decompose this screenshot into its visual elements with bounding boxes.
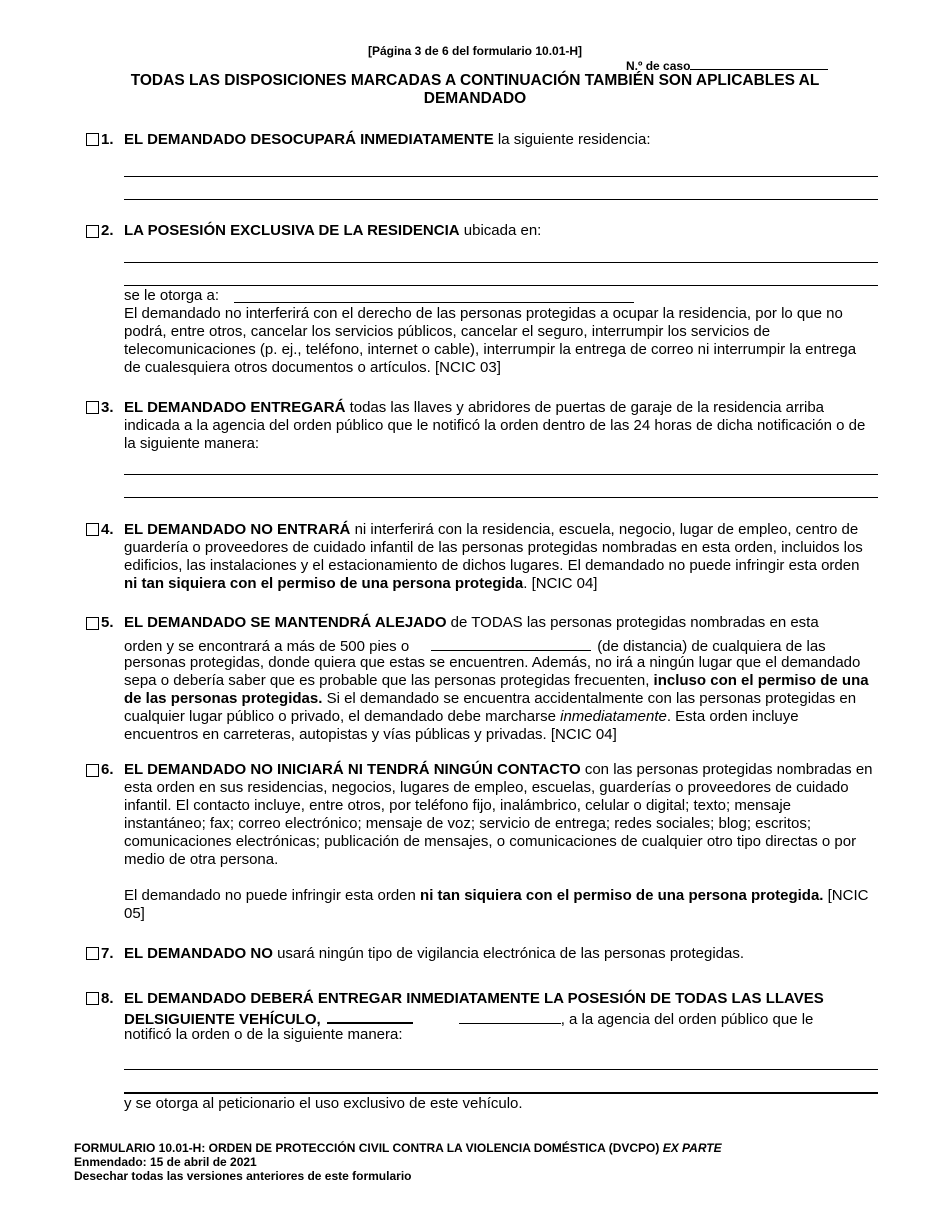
footer-amended-date: Enmendado: 15 de abril de 2021 [74, 1155, 257, 1169]
page-title [110, 72, 840, 108]
footer-title-italic: EX PARTE [662, 1141, 722, 1155]
item-5-body: de TODAS las personas protegidas nombradas en esta [446, 614, 819, 631]
case-number-field[interactable] [690, 58, 828, 70]
item-2-granted-field[interactable] [234, 302, 634, 303]
item-4-body: ni interferirá con la residencia, escuela, negocio, lugar de empleo, centro de guardería o proveedores de cuidado infantil de las personas protegidas nombradas en esta orden, incluidos los edificios, las instalaciones y el estacionamiento de dichos lugares. El demandado no puede infringir esta orden [124, 521, 863, 574]
item-1-blank-line-2[interactable] [124, 199, 878, 200]
item-7-text [124, 945, 876, 963]
item-4-end: . [NCIC 04] [523, 575, 598, 592]
item-8-blank-line-1[interactable] [124, 1069, 878, 1070]
item-6-p2-end: [NCIC 05] [124, 887, 869, 922]
item-2-granted-label: se le otorga a: [124, 287, 220, 304]
item-1-body: la siguiente residencia: [493, 131, 651, 148]
item-8-closing: y se otorga al peticionario el uso exclusivo de este vehículo. [124, 1095, 523, 1112]
item-8-agency-text: , a la agencia del orden público que le [560, 1011, 814, 1028]
item-5-paragraph [124, 654, 876, 744]
footer-title-text: FORMULARIO 10.01-H: ORDEN DE PROTECCIÓN CIVIL CONTRA LA VIOLENCIA DOMÉSTICA (DVCPO) [74, 1141, 663, 1155]
form-footer [74, 1141, 722, 1183]
case-number [626, 58, 828, 73]
item-5-distance-suffix: (de distancia) de cualquiera de las [597, 638, 826, 655]
item-1-heading: EL DEMANDADO DESOCUPARÁ INMEDIATAMENTE [124, 131, 494, 148]
item-6-heading: EL DEMANDADO NO INICIARÁ NI TENDRÁ NINGÚN CONTACTO [124, 761, 581, 778]
item-6-checkbox[interactable] [86, 764, 99, 777]
title-line-2: DEMANDADO [423, 90, 527, 107]
item-7-number: 7. [101, 945, 114, 962]
item-3-body: todas las llaves y abridores de puertas de garaje de la residencia arriba indicada a la agencia del orden público que le notificó la orden dentro de las 24 horas de dicha notificación o de la siguiente manera: [124, 399, 866, 452]
item-3-text [124, 399, 876, 453]
item-6-text [124, 761, 876, 869]
item-8-heading-2: DELSIGUIENTE VEHÍCULO [124, 1011, 317, 1028]
item-4-number: 4. [101, 521, 114, 538]
item-1-number: 1. [101, 131, 114, 148]
item-8-heading-line-1 [124, 990, 876, 1008]
item-3-number: 3. [101, 399, 114, 416]
item-5-body-4: . Esta orden incluye encuentros en carreteras, autopistas y vías públicas y privadas. [NCIC 04] [124, 708, 799, 743]
item-5-heading: EL DEMANDADO SE MANTENDRÁ ALEJADO [124, 614, 447, 631]
item-6-number: 6. [101, 761, 114, 778]
item-5-line-1 [124, 614, 876, 632]
item-5-distance-field[interactable] [431, 636, 591, 651]
item-4-heading: EL DEMANDADO NO ENTRARÁ [124, 521, 351, 538]
item-5-emphasis: incluso con el permiso de una de las personas protegidas. [124, 672, 869, 707]
item-6-paragraph-2 [124, 887, 876, 923]
item-4-checkbox[interactable] [86, 523, 99, 536]
item-2-text [124, 222, 876, 240]
item-6-emphasis: ni tan siquiera con el permiso de una persona protegida. [420, 887, 824, 904]
item-7-checkbox[interactable] [86, 947, 99, 960]
item-8-comma: , [316, 1011, 321, 1028]
item-4-text [124, 521, 876, 593]
item-1-checkbox[interactable] [86, 133, 99, 146]
item-3-heading: EL DEMANDADO ENTREGARÁ [124, 399, 346, 416]
item-8-heading: EL DEMANDADO DEBERÁ ENTREGAR INMEDIATAMENTE LA POSESIÓN DE TODAS LAS LLAVES [124, 990, 824, 1007]
page-number-label: [Página 3 de 6 del formulario 10.01-H] [367, 44, 583, 58]
item-2-body: ubicada en: [459, 222, 542, 239]
item-3-checkbox[interactable] [86, 401, 99, 414]
item-5-number: 5. [101, 614, 114, 631]
item-2-blank-line-2[interactable] [124, 285, 878, 286]
item-7-heading: EL DEMANDADO NO [124, 945, 273, 962]
item-8-blank-line-2[interactable] [124, 1092, 878, 1094]
item-6-body: con las personas protegidas nombradas en esta orden en sus residencias, negocios, lugares de empleo, escuelas, guarderías o proveedores de cuidado infantil. El contacto incluye, entre otros, por teléfono fijo, inalámbrico, celular o digital; texto; mensaje instantáneo; fax; correo electrónico; mensaje de voz; servicio de entrega; redes sociales; blog; escritos; comunicaciones electrónicas; publicación de mensajes, o comunicaciones de cualquier otro tipo directas o por medio de otra persona. [124, 761, 873, 868]
item-3-blank-line-1[interactable] [124, 474, 878, 475]
item-8-vehicle-field-1[interactable] [327, 1008, 413, 1024]
item-2-blank-line-1[interactable] [124, 262, 878, 263]
item-8-vehicle-field-2[interactable] [459, 1009, 561, 1024]
item-6-p2-start: El demandado no puede infringir esta orden [124, 887, 421, 904]
item-1-text [124, 131, 876, 149]
item-8-number: 8. [101, 990, 114, 1007]
title-line-1: TODAS LAS DISPOSICIONES MARCADAS A CONTINUACIÓN TAMBIÉN SON APLICABLES AL [130, 72, 820, 89]
item-5-body-2: personas protegidas, donde quiera que estas se encuentren. Además, no irá a ningún lugar que el demandado sepa o debería saber que es probable que las personas protegidas frecuenten, [124, 654, 861, 689]
item-2-checkbox[interactable] [86, 225, 99, 238]
item-8-line-3: notificó la orden o de la siguiente manera: [124, 1026, 403, 1043]
item-7-body: usará ningún tipo de vigilancia electrónica de las personas protegidas. [272, 945, 745, 962]
item-2-heading: LA POSESIÓN EXCLUSIVA DE LA RESIDENCIA [124, 222, 460, 239]
footer-discard-notice: Desechar todas las versiones anteriores de este formulario [74, 1169, 412, 1183]
item-5-line-2 [124, 636, 876, 656]
item-5-body-3: Si el demandado se encuentra accidentalmente con las personas protegidas en cualquier lugar público o privado, el demandado debe marcharse [124, 690, 857, 725]
item-3-blank-line-2[interactable] [124, 497, 878, 498]
item-4-emphasis: ni tan siquiera con el permiso de una persona protegida [124, 575, 524, 592]
item-5-italic: inmediatamente [560, 708, 667, 725]
case-number-label: N.º de caso [626, 59, 691, 73]
item-2-number: 2. [101, 222, 114, 239]
item-8-checkbox[interactable] [86, 992, 99, 1005]
item-1-blank-line-1[interactable] [124, 176, 878, 177]
item-5-distance-prefix: orden y se encontrará a más de 500 pies o [124, 638, 410, 655]
item-2-paragraph: El demandado no interferirá con el derecho de las personas protegidas a ocupar la residencia, por lo que no podrá, entre otros, cancelar los servicios públicos, cancelar el seguro, interrumpir los servicios de telecomunicaciones (p. ej., teléfono, internet o cable), interrumpir la entrega de correo ni interrumpir la entrega de cualesquiera otros documentos o artículos. [NCIC 03] [124, 305, 857, 376]
item-5-checkbox[interactable] [86, 617, 99, 630]
footer-form-title [74, 1141, 722, 1155]
